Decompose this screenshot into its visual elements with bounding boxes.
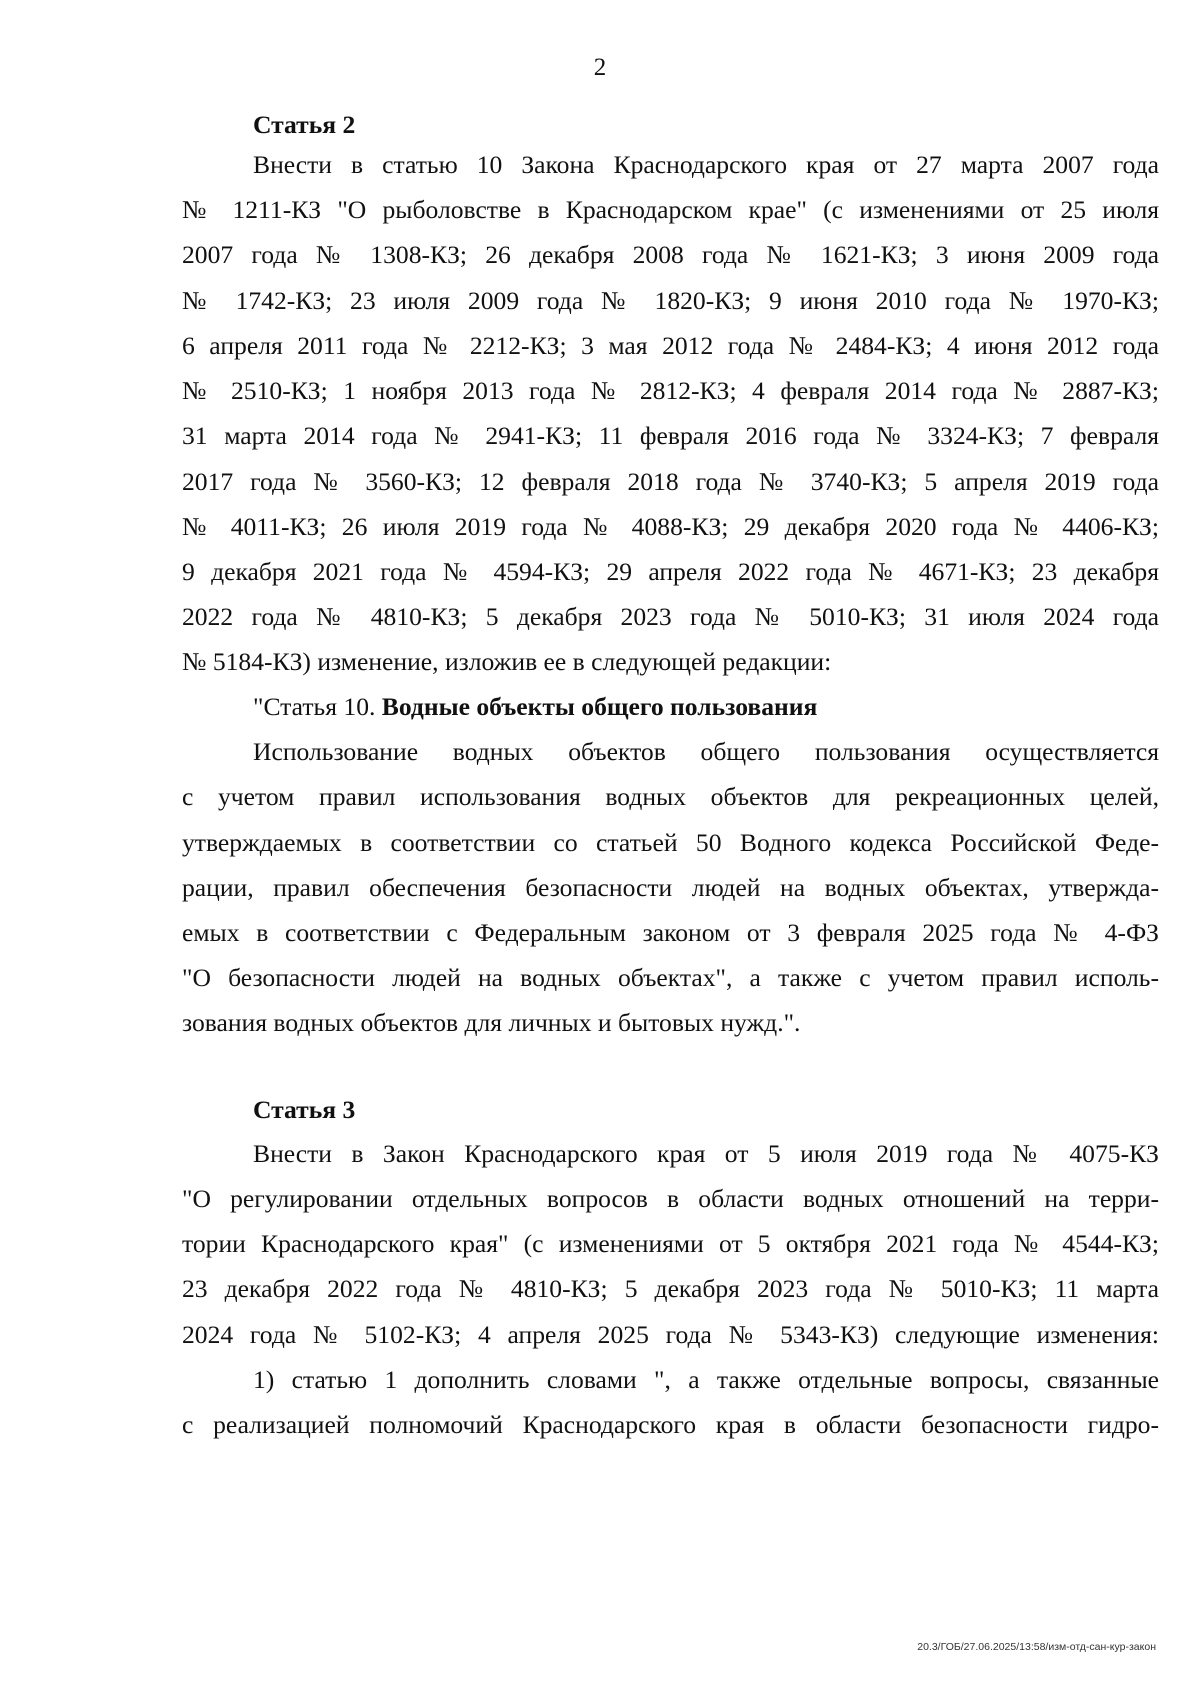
- quoted-article-title: [253, 690, 1159, 724]
- article-3-line: с реализацией полномочий Краснодарского края в области безопасности гидро-: [182, 1410, 1159, 1439]
- article-3-line: 23 декабря 2022 года № 4810-КЗ; 5 декабря 2023 года № 5010-КЗ; 11 марта: [182, 1274, 1159, 1303]
- quoted-body-line: зования водных объектов для личных и бытовых нужд.".: [182, 1008, 801, 1037]
- quoted-body-line: с учетом правил использования водных объектов для рекреационных целей,: [182, 782, 1159, 811]
- article-2-line: 6 апреля 2011 года № 2212-КЗ; 3 мая 2012 года № 2484-КЗ; 4 июня 2012 года: [182, 331, 1159, 360]
- article-2-line: № 2510-КЗ; 1 ноября 2013 года № 2812-КЗ; 4 февраля 2014 года № 2887-КЗ;: [182, 376, 1159, 405]
- quoted-body-line: рации, правил обеспечения безопасности людей на водных объектах, утвержда-: [182, 873, 1159, 902]
- article-2-line: № 4011-КЗ; 26 июля 2019 года № 4088-КЗ; 29 декабря 2020 года № 4406-КЗ;: [182, 512, 1159, 541]
- article-2-heading: Статья 2: [253, 110, 356, 139]
- quoted-body-line: Использование водных объектов общего пользования осуществляется: [253, 737, 1159, 766]
- article-2-line: № 1742-КЗ; 23 июля 2009 года № 1820-КЗ; 9 июня 2010 года № 1970-КЗ;: [182, 286, 1159, 315]
- quoted-body-line: "О безопасности людей на водных объектах", а также с учетом правил исполь-: [182, 963, 1159, 992]
- article-3-line: 2024 года № 5102-КЗ; 4 апреля 2025 года № 5343-КЗ) следующие изменения:: [182, 1320, 1159, 1349]
- article-2-line: 2017 года № 3560-КЗ; 12 февраля 2018 года № 3740-КЗ; 5 апреля 2019 года: [182, 467, 1159, 496]
- article-3-line: тории Краснодарского края" (с изменениями от 5 октября 2021 года № 4544-КЗ;: [182, 1229, 1159, 1258]
- article-3-line: Внести в Закон Краснодарского края от 5 июля 2019 года № 4075-КЗ: [253, 1139, 1159, 1168]
- article-2-line: 2022 года № 4810-КЗ; 5 декабря 2023 года № 5010-КЗ; 31 июля 2024 года: [182, 602, 1159, 631]
- article-2-line: Внести в статью 10 Закона Краснодарского края от 27 марта 2007 года: [253, 150, 1159, 179]
- page-number: 2: [593, 54, 607, 81]
- quoted-body-line: утверждаемых в соответствии со статьей 50 Водного кодекса Российской Феде-: [182, 828, 1159, 857]
- article-2-line: № 1211-КЗ "О рыболовстве в Краснодарском крае" (с изменениями от 25 июля: [182, 195, 1159, 224]
- article-3-line: "О регулировании отдельных вопросов в области водных отношений на терри-: [182, 1184, 1159, 1213]
- article-3-line: 1) статью 1 дополнить словами ", а также отдельные вопросы, связанные: [253, 1365, 1159, 1394]
- article-2-line: № 5184-КЗ) изменение, изложив ее в следующей редакции:: [182, 647, 832, 676]
- article-2-line: 31 марта 2014 года № 2941-КЗ; 11 февраля 2016 года № 3324-КЗ; 7 февраля: [182, 421, 1159, 450]
- document-footer-code: 20.3/ГОБ/27.06.2025/13:58/изм-отд-сан-кур-закон: [917, 1641, 1156, 1653]
- quoted-body-line: емых в соответствии с Федеральным законом от 3 февраля 2025 года № 4-ФЗ: [182, 918, 1159, 947]
- quoted-article-name: Водные объекты общего пользования: [381, 692, 818, 721]
- quoted-article-prefix: "Статья 10.: [253, 692, 382, 721]
- article-3-heading: Статья 3: [253, 1095, 356, 1124]
- article-2-line: 9 декабря 2021 года № 4594-КЗ; 29 апреля 2022 года № 4671-КЗ; 23 декабря: [182, 557, 1159, 586]
- article-2-line: 2007 года № 1308-КЗ; 26 декабря 2008 года № 1621-КЗ; 3 июня 2009 года: [182, 240, 1159, 269]
